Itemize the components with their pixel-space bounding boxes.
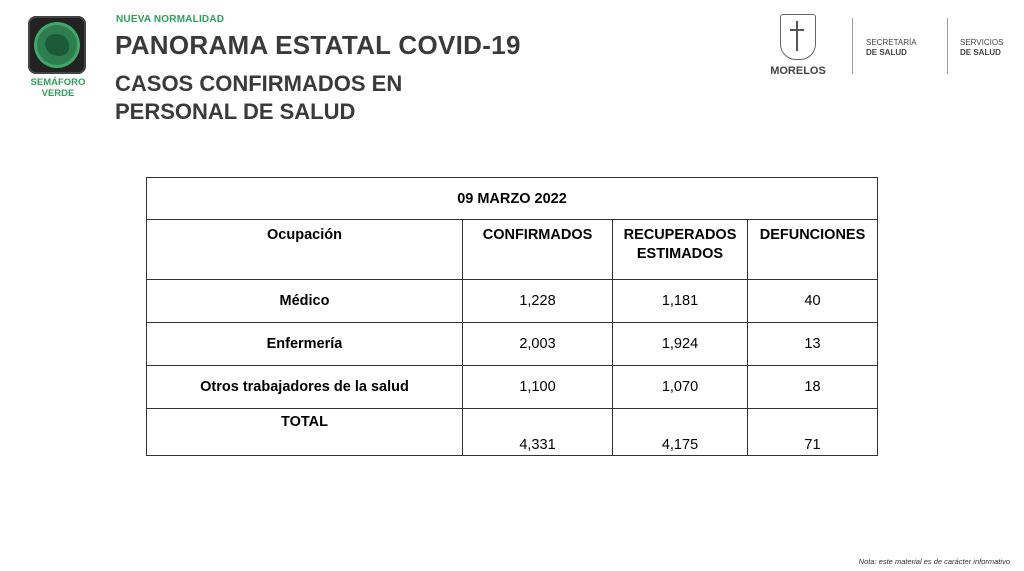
row-occupation: Enfermería <box>147 323 463 366</box>
logo-divider <box>852 18 853 74</box>
state-seal-icon <box>780 14 816 60</box>
state-map-icon <box>45 34 69 56</box>
table-total-row <box>147 409 878 456</box>
morelos-logo <box>760 14 836 77</box>
total-deaths: 71 <box>748 409 878 456</box>
row-occupation: Médico <box>147 280 463 323</box>
traffic-light-icon <box>28 16 86 74</box>
agency-line-bold: DE SALUD <box>960 48 1001 57</box>
agency-line-bold: DE SALUD <box>866 48 907 57</box>
page-subtitle: CASOS CONFIRMADOS EN PERSONAL DE SALUD <box>115 71 403 124</box>
footer-note: Nota: este material es de carácter informativo <box>858 557 1010 566</box>
header-recovered: RECUPERADOS ESTIMADOS <box>613 220 748 280</box>
table-header-row <box>147 220 878 280</box>
agency-line: SERVICIOS <box>960 38 1004 47</box>
row-recovered: 1,070 <box>613 366 748 409</box>
agency-secretaria-logo <box>866 38 917 58</box>
table-row <box>147 323 878 366</box>
row-confirmed: 1,100 <box>463 366 613 409</box>
row-deaths: 13 <box>748 323 878 366</box>
row-recovered: 1,181 <box>613 280 748 323</box>
row-confirmed: 2,003 <box>463 323 613 366</box>
state-name: MORELOS <box>770 65 826 77</box>
header-occupation: Ocupación <box>147 220 463 280</box>
table-date: 09 MARZO 2022 <box>147 178 878 220</box>
logo-divider <box>947 18 948 74</box>
row-confirmed: 1,228 <box>463 280 613 323</box>
total-recovered: 4,175 <box>613 409 748 456</box>
cases-table-container <box>146 177 878 456</box>
row-deaths: 40 <box>748 280 878 323</box>
header-deaths: DEFUNCIONES <box>748 220 878 280</box>
agency-servicios-logo <box>960 38 1003 58</box>
row-deaths: 18 <box>748 366 878 409</box>
agency-line: SECRETARÍA <box>866 38 917 47</box>
eyebrow-label: NUEVA NORMALIDAD <box>116 14 225 25</box>
row-recovered: 1,924 <box>613 323 748 366</box>
total-label: TOTAL <box>147 409 463 456</box>
institution-logos <box>760 14 1020 80</box>
page-title: PANORAMA ESTATAL COVID-19 <box>115 30 521 60</box>
total-confirmed: 4,331 <box>463 409 613 456</box>
header-confirmed: CONFIRMADOS <box>463 220 613 280</box>
table-row <box>147 280 878 323</box>
row-occupation: Otros trabajadores de la salud <box>147 366 463 409</box>
semaforo-label: SEMÁFORO VERDE <box>30 77 86 99</box>
table-row <box>147 366 878 409</box>
semaforo-indicator <box>28 16 88 99</box>
cases-table <box>146 177 878 456</box>
